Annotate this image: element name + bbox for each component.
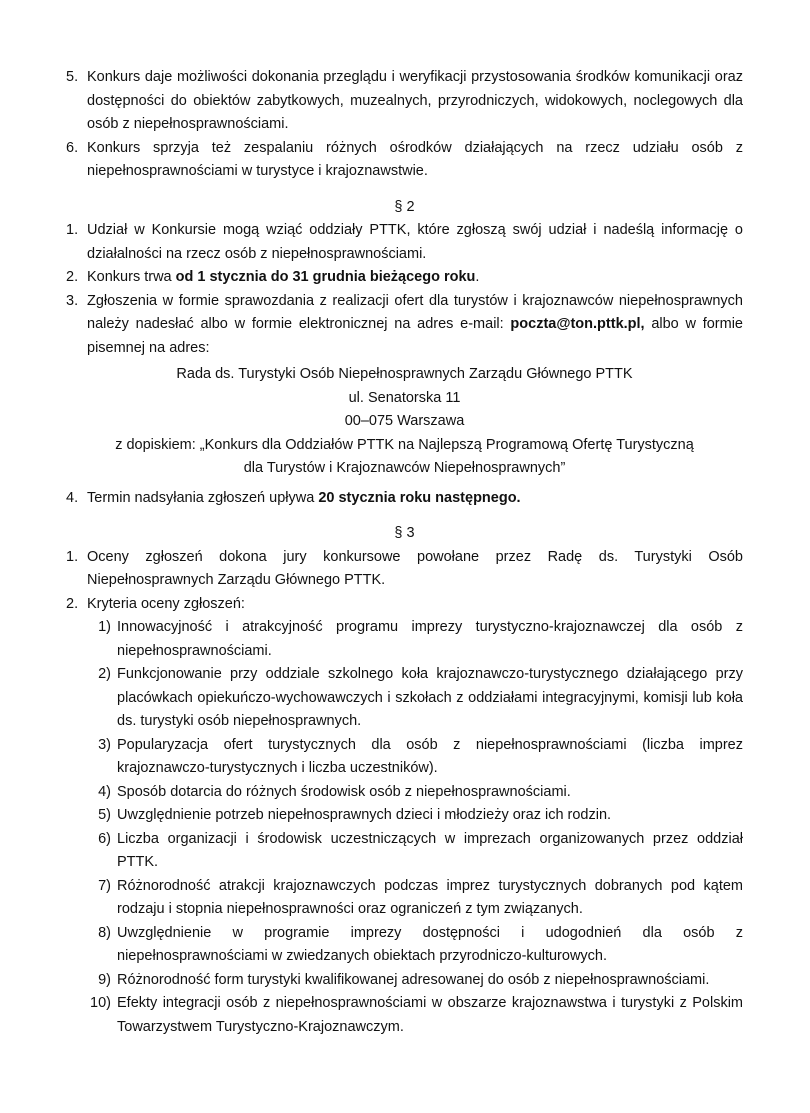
list-text: Konkurs daje możliwości dokonania przeglądu i weryfikacji przystosowania środków komunikacji oraz dostępności do obiektów zabytkowych, muzealnych, przyrodniczych, widokowych, noclegowych dla osób z niepełnosprawnościami. xyxy=(87,69,743,132)
address-line: 00–075 Warszawa xyxy=(344,413,465,429)
list-number: 2. xyxy=(66,595,79,612)
list-number: 4. xyxy=(66,489,79,506)
list-item xyxy=(66,137,743,184)
list-item xyxy=(66,66,743,137)
list-number: 3. xyxy=(66,292,79,309)
criteria-number: 3) xyxy=(98,736,111,753)
list-item xyxy=(66,593,743,617)
list-text: Oceny zgłoszeń dokona jury konkursowe powołane przez Radę ds. Turystyki Osób Niepełnosprawnych Zarządu Głównego PTTK. xyxy=(87,548,743,588)
list-number: 1. xyxy=(66,222,79,238)
list-item xyxy=(66,290,743,361)
list-number: 5. xyxy=(66,69,79,85)
contest-period: od 1 stycznia do 31 grudnia bieżącego roku xyxy=(175,269,476,285)
address-line: dla Turystów i Krajoznawców Niepełnosprawnych” xyxy=(243,460,566,476)
criteria-number: 5) xyxy=(98,807,111,823)
postal-address xyxy=(66,363,743,481)
address-line: Rada ds. Turystyki Osób Niepełnosprawnych Zarządu Głównego PTTK xyxy=(176,366,633,382)
section-2-title: § 2 xyxy=(394,198,415,215)
criteria-item xyxy=(66,663,743,734)
list-item xyxy=(66,487,743,511)
list-number: 2. xyxy=(66,269,79,285)
criteria-number: 4) xyxy=(98,783,111,800)
criteria-text: Sposób dotarcia do różnych środowisk osób z niepełnosprawnościami. xyxy=(117,783,571,800)
list-text: Konkurs trwa xyxy=(87,269,176,285)
criteria-text: Popularyzacja ofert turystycznych dla osób z niepełnosprawnościami (liczba imprez krajoznawczo-turystycznych i liczba uczestników). xyxy=(117,736,743,776)
section-3-title: § 3 xyxy=(394,525,415,541)
criteria-text: Funkcjonowanie przy oddziale szkolnego koła krajoznawczo-turystycznego działającego przy placówkach opiekuńczo-wychowawczych i szkołach z oddziałami integracyjnymi, komisji lub koła ds. turystyki osób niepełnosprawnych. xyxy=(117,666,743,729)
list-text-end: . xyxy=(475,269,480,285)
criteria-text: Uwzględnienie w programie imprezy dostępności i udogodnień dla osób z niepełnosprawnościami w zwiedzanych obiektach przyrodniczo-kulturowych. xyxy=(117,924,743,964)
deadline: 20 stycznia roku następnego. xyxy=(318,489,521,506)
list-text: Konkurs sprzyja też zespalaniu różnych ośrodków działających na rzecz udziału osób z niepełnosprawnościami w turystyce i krajoznawstwie. xyxy=(87,139,743,179)
address-line: ul. Senatorska 11 xyxy=(348,389,461,406)
criteria-number: 7) xyxy=(98,877,111,894)
criteria-text: Liczba organizacji i środowisk uczestniczących w imprezach organizowanych przez oddział PTTK. xyxy=(117,830,743,870)
criteria-item xyxy=(66,969,743,993)
list-number: 1. xyxy=(66,548,79,565)
criteria-item xyxy=(66,804,743,828)
criteria-list xyxy=(66,616,743,1039)
criteria-number: 8) xyxy=(98,924,111,941)
criteria-number: 2) xyxy=(98,666,111,682)
list-item xyxy=(66,219,743,266)
criteria-item xyxy=(66,875,743,922)
criteria-number: 9) xyxy=(98,971,111,988)
document-content xyxy=(66,66,743,1039)
email-address: poczta@ton.pttk.pl, xyxy=(510,316,645,332)
criteria-item xyxy=(66,781,743,805)
criteria-item xyxy=(66,734,743,781)
criteria-item xyxy=(66,828,743,875)
list-text: Zgłoszenia w formie sprawozdania z realizacji ofert dla turystów i krajoznawców niepełnosprawnych należy nadesłać albo w formie elektronicznej na adres e-mail: xyxy=(87,292,743,332)
criteria-number: 6) xyxy=(98,830,111,847)
criteria-text: Różnorodność form turystyki kwalifikowanej adresowanej do osób z niepełnosprawnościami. xyxy=(117,971,710,988)
list-text: Udział w Konkursie mogą wziąć oddziały PTTK, które zgłoszą swój udział i nadeślą informację o działalności na rzecz osób z niepełnosprawnościami. xyxy=(87,222,743,262)
criteria-text: Innowacyjność i atrakcyjność programu imprezy turystyczno-krajoznawczej dla osób z niepełnosprawnościami. xyxy=(117,619,743,659)
criteria-item xyxy=(66,992,743,1039)
criteria-number: 10) xyxy=(90,995,111,1011)
list-text-end: albo w formie pisemnej na adres: xyxy=(87,316,743,356)
criteria-text: Uwzględnienie potrzeb niepełnosprawnych dzieci i młodzieży oraz ich rodzin. xyxy=(117,807,612,823)
address-line: z dopiskiem: „Konkurs dla Oddziałów PTTK na Najlepszą Programową Ofertę Turystyczną xyxy=(115,436,694,453)
list-item xyxy=(66,546,743,593)
criteria-text: Różnorodność atrakcji krajoznawczych podczas imprez turystycznych dobranych pod kątem rodzaju i stopnia niepełnosprawności oraz ograniczeń z tym związanych. xyxy=(117,877,743,917)
criteria-item xyxy=(66,616,743,663)
criteria-item xyxy=(66,922,743,969)
list-text: Kryteria oceny zgłoszeń: xyxy=(87,595,245,612)
list-number: 6. xyxy=(66,139,79,156)
list-text: Termin nadsyłania zgłoszeń upływa xyxy=(87,489,319,506)
list-item xyxy=(66,266,743,290)
criteria-number: 1) xyxy=(98,619,111,635)
criteria-text: Efekty integracji osób z niepełnosprawnościami w obszarze krajoznawstwa i turystyki z Polskim Towarzystwem Turystyczno-Krajoznawczym. xyxy=(117,995,743,1035)
